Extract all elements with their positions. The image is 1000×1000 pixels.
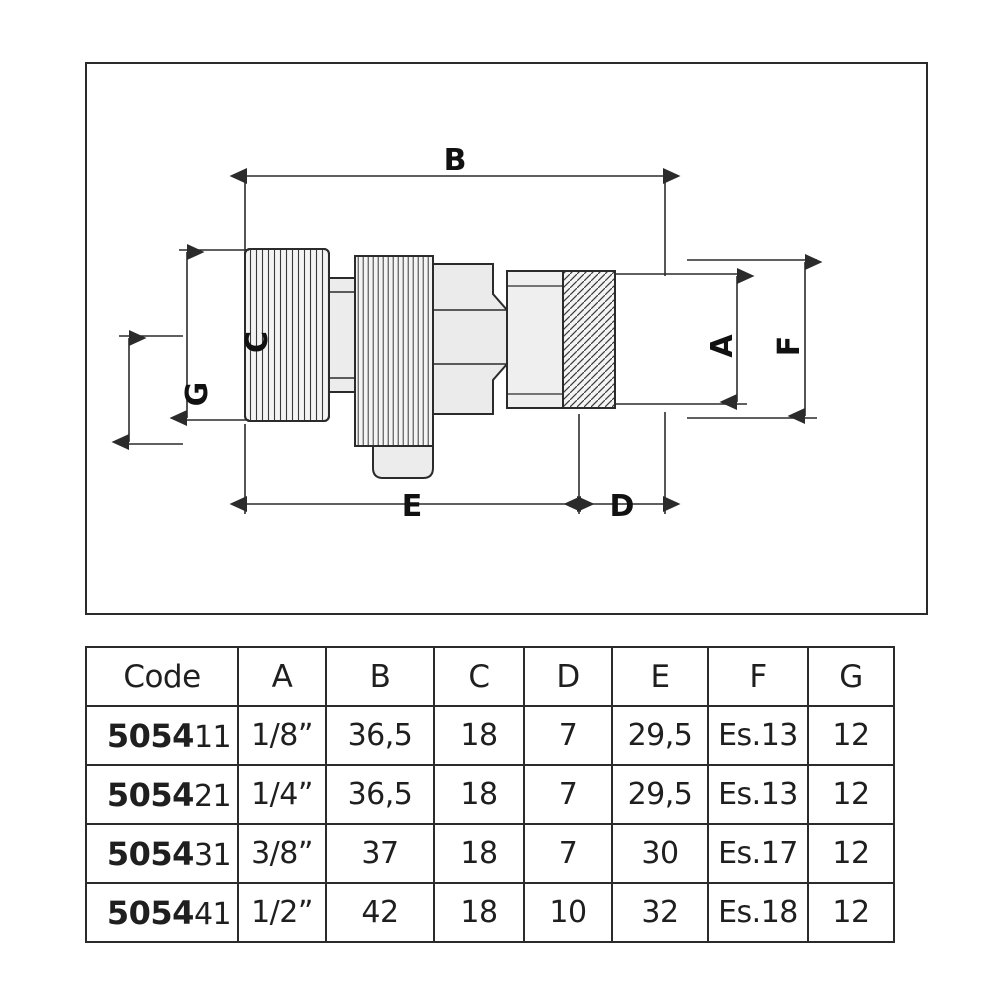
dimension-label-D: D [609,489,635,524]
code-prefix: 5054 [106,716,194,755]
shoulder [507,271,563,408]
sleeve-nose [373,446,433,478]
cell-code [86,824,238,883]
code-prefix: 5054 [106,834,194,873]
column-header-g: G [808,647,894,706]
threaded-end [563,271,615,408]
cell-a: 1/2” [238,883,326,942]
column-header-code: Code [86,647,238,706]
column-header-d: D [524,647,612,706]
coupling-drawing [87,64,926,613]
dimension-label-C: C [240,330,275,354]
cell-b: 37 [326,824,434,883]
cell-code [86,706,238,765]
cell-b: 36,5 [326,706,434,765]
code-prefix: 5054 [106,893,194,932]
cell-f: Es.13 [708,765,808,824]
column-header-a: A [238,647,326,706]
cell-c: 18 [434,765,524,824]
column-header-b: B [326,647,434,706]
hex-nut [433,264,507,414]
table-row [86,883,894,942]
code-suffix: 11 [193,719,232,755]
cell-c: 18 [434,706,524,765]
specification-table [85,646,895,943]
cell-g: 12 [808,706,894,765]
code-suffix: 21 [193,778,232,814]
cell-code [86,765,238,824]
cell-e: 29,5 [612,765,708,824]
table-header-row [86,647,894,706]
cell-f: Es.18 [708,883,808,942]
cell-g: 12 [808,765,894,824]
cell-g: 12 [808,883,894,942]
table-row [86,824,894,883]
code-suffix: 41 [193,896,232,932]
dimension-label-E: E [401,489,423,524]
technical-drawing-panel [85,62,928,615]
cell-a: 1/8” [238,706,326,765]
column-header-e: E [612,647,708,706]
coupling-body-geometry [245,249,615,478]
cell-a: 3/8” [238,824,326,883]
dimension-label-B: B [443,143,467,178]
knob-step [329,278,355,392]
cell-e: 30 [612,824,708,883]
second-sleeve [355,256,433,446]
column-header-c: C [434,647,524,706]
table-row [86,706,894,765]
cell-f: Es.13 [708,706,808,765]
cell-f: Es.17 [708,824,808,883]
cell-code [86,883,238,942]
cell-d: 10 [524,883,612,942]
cell-d: 7 [524,706,612,765]
cell-c: 18 [434,883,524,942]
cell-g: 12 [808,824,894,883]
cell-d: 7 [524,765,612,824]
column-header-f: F [708,647,808,706]
dimension-label-G: G [180,381,215,407]
cell-e: 32 [612,883,708,942]
cell-b: 42 [326,883,434,942]
cell-d: 7 [524,824,612,883]
cell-c: 18 [434,824,524,883]
code-prefix: 5054 [106,775,194,814]
cell-b: 36,5 [326,765,434,824]
dimension-label-A: A [705,334,740,358]
cell-a: 1/4” [238,765,326,824]
table-row [86,765,894,824]
cell-e: 29,5 [612,706,708,765]
code-suffix: 31 [193,837,232,873]
dimension-label-F: F [772,335,807,357]
